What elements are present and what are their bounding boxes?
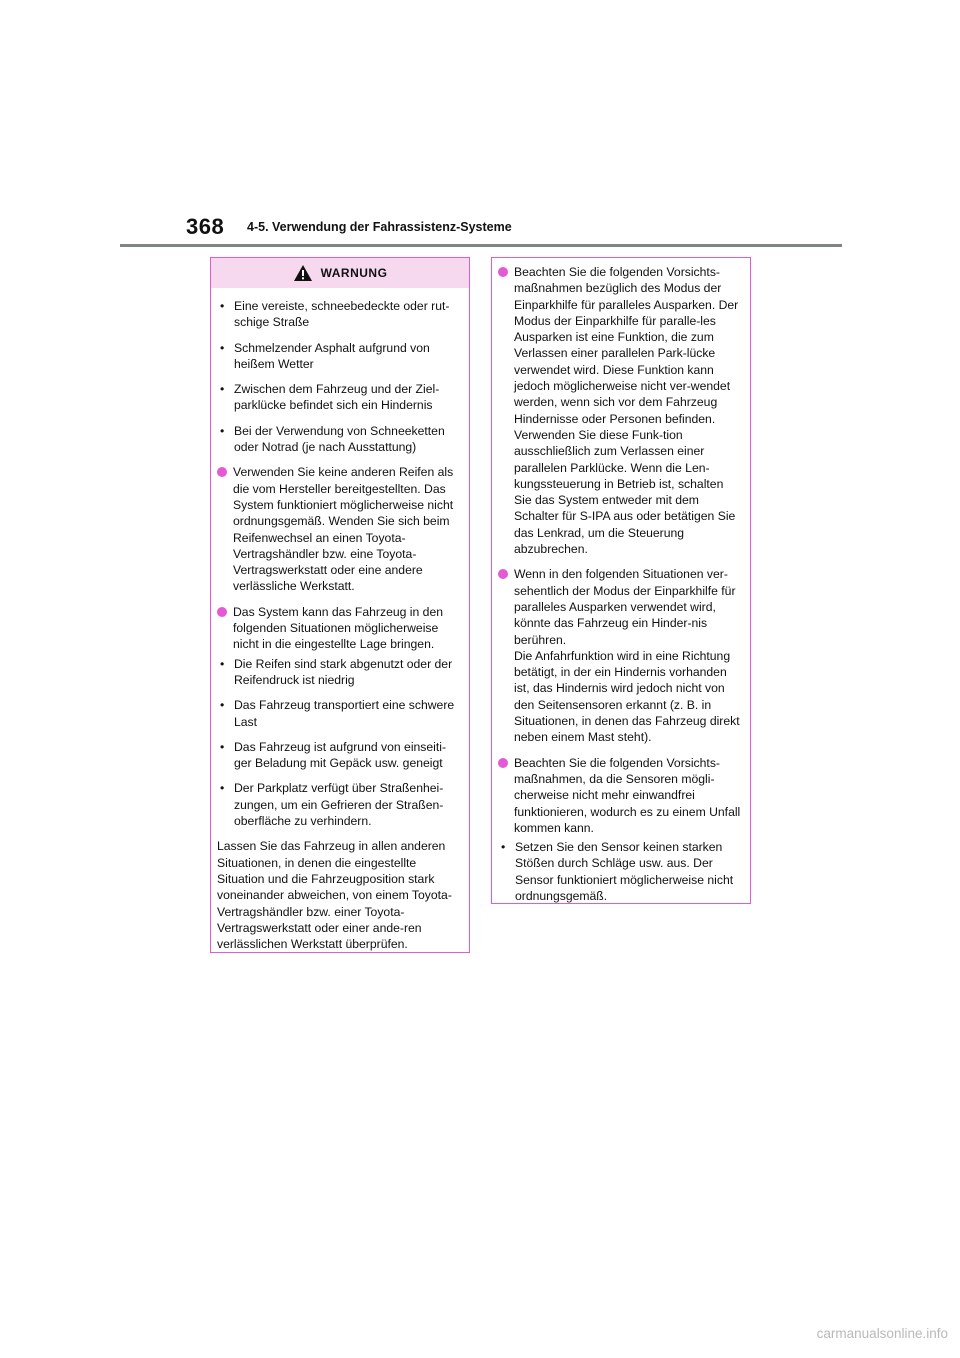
list-item: • Die Reifen sind stark abgenutzt oder der Reifendruck ist niedrig [220, 656, 453, 687]
watermark: carmanualsonline.info [816, 1326, 948, 1341]
page-number: 368 [186, 214, 225, 239]
closing-paragraph: Lassen Sie das Fahrzeug in allen anderen Situationen, in denen die eingestellte Situation und die Fahrzeugposition stark voneinander abweichen, von einem Toyota-Vertragshändler bzw. einer Toyota-Vertragswerkstatt oder einer ande-ren verlässlichen Werkstatt überprüfen. [217, 839, 452, 952]
list-item: • Das Fahrzeug ist aufgrund von einseiti-ger Beladung mit Gepäck usw. geneigt [220, 739, 447, 771]
caution-item: Wenn in den folgenden Situationen ver-sehentlich der Modus der Einparkhilfe für paralleles Ausparken verwendet wird, könnte das Fahrzeug ein Hinder-nis berühren. Die Anfahrfunktion wird in eine Richtung betätigt, in der ein Hindernis vorhanden ist, das Hindernis wird jedoch nicht von den Seitensensoren erkannt (z. B. in Situationen, in denen das Fahrzeug direkt neben einem Mast steht). [498, 566, 744, 745]
bullet-circle-icon [498, 758, 508, 768]
warning-triangle-icon [293, 264, 313, 282]
header-divider [120, 244, 842, 247]
section-title: 4-5. Verwendung der Fahrassistenz-Systeme [247, 220, 512, 234]
list-item: • Bei der Verwendung von Schneeketten oder Notrad (je nach Ausstattung) [220, 423, 445, 455]
bullet-circle-icon [498, 569, 508, 579]
bullet-circle-icon [498, 267, 508, 277]
list-item: • Das Fahrzeug transportiert eine schwere Last [220, 698, 455, 729]
list-item: • Schmelzender Asphalt aufgrund von heißem Wetter [220, 340, 430, 371]
list-item: • Setzen Sie den Sensor keinen starken Stößen durch Schläge usw. aus. Der Sensor funktioniert möglicherweise nicht ordnungsgemäß. [501, 840, 734, 903]
caution-item: Beachten Sie die folgenden Vorsichts-maßnahmen, da die Sensoren mögli-cherweise nicht mehr einwandfrei funktionieren, wodurch es zu einem Unfall kommen kann. [498, 755, 744, 836]
caution-item: Beachten Sie die folgenden Vorsichts-maßnahmen bezüglich des Modus der Einparkhilfe für paralleles Ausparken. Der Modus der Einparkhilfe für paralle-les Ausparken ist eine Funktion, die zum Verlassen einer parallelen Park-lücke verwendet wird. Diese Funktion kann jedoch möglicherweise nicht ver-wendet werden, wenn sich vor dem Fahrzeug Hindernisse oder Personen befinden. Verwenden Sie diese Funk-tion ausschließlich zum Verlassen einer parallelen Parklücke. Wenn die Len-kungssteuerung in Betrieb ist, schalten Sie das System entweder mit dem Schalter für S-IPA aus oder betätigen Sie das Lenkrad, um die Steuerung abzubrechen. [498, 264, 744, 557]
bullet-circle-icon [217, 467, 227, 477]
list-item: • Zwischen dem Fahrzeug und der Ziel-parklücke befindet sich ein Hindernis [220, 382, 440, 413]
caution-item: Das System kann das Fahrzeug in den folgenden Situationen möglicherweise nicht in die eingestellte Lage bringen. [217, 604, 463, 653]
warning-header [211, 258, 469, 288]
bullet-circle-icon [217, 607, 227, 617]
caution-item: Verwenden Sie keine anderen Reifen als die vom Hersteller bereitgestellten. Das System funktioniert möglicherweise nicht ordnungsgemäß. Wenden Sie sich beim Reifenwechsel an einen Toyota-Vertragshändler bzw. eine Toyota-Vertragswerkstatt oder eine andere verlässliche Werkstatt. [217, 464, 463, 594]
list-item: • Der Parkplatz verfügt über Straßenhei-zungen, um ein Gefrieren der Straßen-oberfläche zu verhindern. [220, 781, 444, 829]
warning-box-left [210, 257, 470, 953]
warning-title: WARNUNG [320, 266, 388, 280]
list-item: • Eine vereiste, schneebedeckte oder rut-schige Straße [220, 299, 450, 330]
warning-box-right [491, 257, 751, 904]
